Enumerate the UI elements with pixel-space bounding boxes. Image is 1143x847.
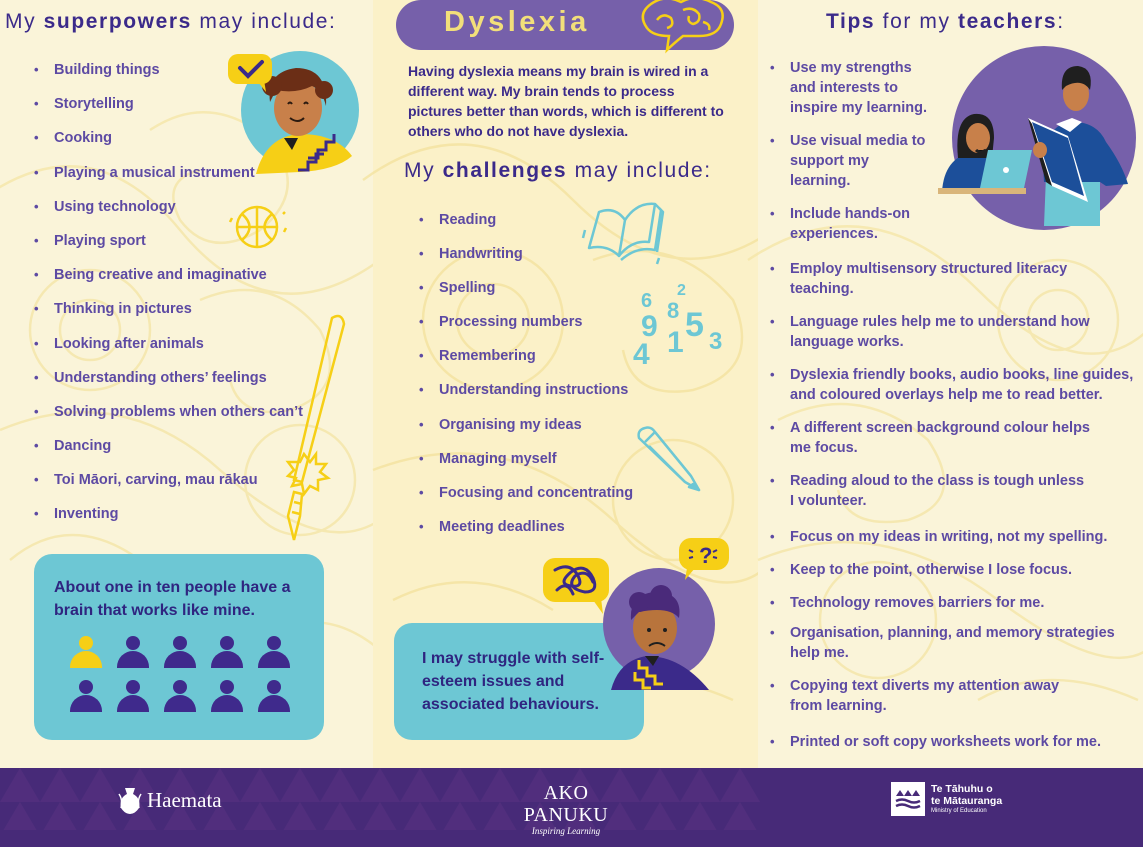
- list-item: • Organisation, planning, and memory strategies help me.: [770, 623, 1130, 663]
- person-icon: [164, 680, 196, 712]
- list-item: • Copying text diverts my attention away from learning.: [770, 676, 1070, 716]
- brain-icon: [635, 0, 735, 52]
- taiaha-weapon-icon: [280, 312, 352, 544]
- list-item: • Focus on my ideas in writing, not my spelling.: [770, 527, 1135, 547]
- person-icon: [70, 680, 102, 712]
- person-icon: [258, 636, 290, 668]
- list-item: • Thinking in pictures: [34, 299, 354, 333]
- list-item: • Reading aloud to the class is tough unless I volunteer.: [770, 471, 1090, 511]
- list-item: • Use visual media to support my learning.: [770, 131, 930, 191]
- ministry-of-education-logo[interactable]: Te Tāhuhu o te Mātauranga Ministry of Education: [891, 782, 1002, 816]
- svg-text:?: ?: [699, 543, 713, 568]
- footer: [0, 768, 1143, 847]
- list-item: • Printed or soft copy worksheets work for me.: [770, 732, 1135, 752]
- list-item: • Reading: [419, 210, 679, 244]
- list-item: • Employ multisensory structured literacy teaching.: [770, 259, 1080, 299]
- list-item: • Playing sport: [34, 231, 354, 265]
- basketball-icon: [228, 202, 288, 252]
- list-item: • Inventing: [34, 504, 354, 538]
- challenges-heading: My challenges may include:: [404, 159, 712, 182]
- list-item: • Building things: [34, 60, 354, 94]
- list-item: • A different screen background colour helps me focus.: [770, 418, 1090, 458]
- open-book-icon: [579, 198, 667, 266]
- person-icon: [258, 680, 290, 712]
- list-item: • Keep to the point, otherwise I lose focus.: [770, 560, 1135, 580]
- person-icon: [117, 680, 149, 712]
- list-item: • Spelling: [419, 278, 679, 312]
- tips-heading: Tips for my teachers:: [826, 10, 1065, 33]
- statistic-text: About one in ten people have a brain that works like mine.: [54, 579, 291, 619]
- haemata-emblem-icon: [117, 786, 143, 814]
- list-item: • Dyslexia friendly books, audio books, line guides, and coloured overlays help me to read better.: [770, 365, 1135, 405]
- people-icon-grid: [70, 636, 300, 712]
- haemata-logo[interactable]: Haemata: [117, 786, 222, 814]
- tips-list: [770, 58, 1135, 785]
- person-icon-highlighted: [70, 636, 102, 668]
- pencil-icon: [635, 424, 705, 492]
- intro-paragraph: Having dyslexia means my brain is wired in a different way. My brain tends to process pictures better than words, which is different to others who do not have dyslexia.: [408, 63, 724, 139]
- tangled-thoughts-bubble-icon: [541, 556, 613, 614]
- superpowers-heading: My superpowers may include:: [5, 10, 337, 33]
- list-item: • Focusing and concentrating: [419, 483, 679, 517]
- person-icon: [117, 636, 149, 668]
- person-icon: [164, 636, 196, 668]
- list-item: • Technology removes barriers for me.: [770, 593, 1135, 613]
- list-item: • Dancing: [34, 436, 354, 470]
- list-item: • Playing a musical instrument: [34, 163, 354, 197]
- jumbled-numbers-graphic: 6 2 8 5 9 1 3 4: [633, 282, 723, 371]
- list-item: • Using technology: [34, 197, 354, 231]
- list-item: • Handwriting: [419, 244, 679, 278]
- list-item: • Understanding others’ feelings: [34, 368, 354, 402]
- list-item: • Include hands-on experiences.: [770, 204, 920, 244]
- list-item: • Remembering: [419, 346, 679, 380]
- ako-panuku-logo[interactable]: AKO PANUKU Inspiring Learning: [523, 782, 609, 836]
- question-speech-bubble-icon: [679, 538, 731, 582]
- list-item: • Solving problems when others can’t: [34, 402, 354, 436]
- ministry-emblem-icon: [891, 782, 925, 816]
- self-esteem-text: I may struggle with self-esteem issues and associated behaviours.: [422, 650, 605, 713]
- list-item: • Organising my ideas: [419, 415, 679, 449]
- superpowers-panel: [0, 0, 373, 768]
- list-item: • Processing numbers: [419, 312, 679, 346]
- teacher-tips-panel: [758, 0, 1143, 768]
- person-icon: [211, 680, 243, 712]
- checkmark-speech-bubble-icon: [228, 54, 274, 92]
- statistic-card: [34, 554, 324, 740]
- list-item: • Being creative and imaginative: [34, 265, 354, 299]
- person-icon: [211, 636, 243, 668]
- list-item: • Managing myself: [419, 449, 679, 483]
- dyslexia-panel: [373, 0, 758, 768]
- list-item: • Meeting deadlines: [419, 517, 679, 551]
- list-item: • Understanding instructions: [419, 380, 679, 414]
- list-item: • Use my strengths and interests to inspire my learning.: [770, 58, 938, 118]
- list-item: • Language rules help me to understand how language works.: [770, 312, 1100, 352]
- list-item: • Cooking: [34, 128, 354, 162]
- list-item: • Storytelling: [34, 94, 354, 128]
- list-item: • Toi Māori, carving, mau rākau: [34, 470, 354, 504]
- list-item: • Looking after animals: [34, 334, 354, 368]
- triangle-pattern: [0, 768, 760, 847]
- page-title: Dyslexia: [444, 6, 590, 38]
